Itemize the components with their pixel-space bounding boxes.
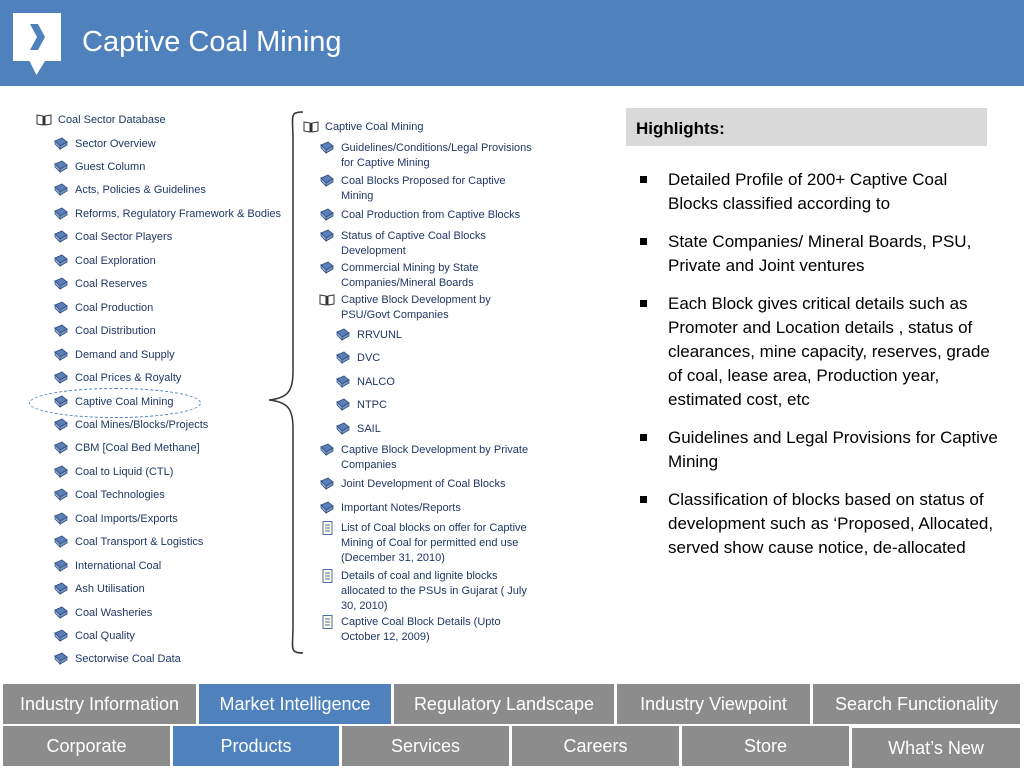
tab-market-intelligence[interactable]: Market Intelligence [199,684,391,724]
tree-item[interactable]: Acts, Policies & Guidelines [53,183,206,198]
tree-item[interactable]: Coal Reserves [53,277,147,292]
document-icon [319,615,335,629]
book-icon [53,254,69,268]
book-icon [53,137,69,151]
tree-item[interactable]: Coal Transport & Logistics [53,535,203,550]
tree-item[interactable]: Guidelines/Conditions/Legal Provisions for Captive Mining [319,141,549,171]
book-icon [53,324,69,338]
book-icon [319,477,335,491]
highlights-title: Highlights: [636,119,725,138]
tab-store[interactable]: Store [682,726,849,766]
tree-item[interactable]: Coal Imports/Exports [53,512,178,527]
book-icon [319,141,335,155]
tab-careers[interactable]: Careers [512,726,679,766]
book-icon [53,301,69,315]
open-book-icon [319,293,335,307]
book-icon [53,582,69,596]
tree-root-captive-coal-mining[interactable]: Captive Coal Mining [303,120,423,135]
tab-corporate[interactable]: Corporate [3,726,170,766]
book-icon [53,418,69,432]
tab-industry-information[interactable]: Industry Information [3,684,196,724]
tree-item[interactable]: Sector Overview [53,137,156,152]
tree-root-coal-sector-database[interactable]: Coal Sector Database [36,113,166,128]
header-bar [0,0,1024,86]
tree-item[interactable]: Joint Development of Coal Blocks [319,477,505,492]
tree-item[interactable]: Status of Captive Coal Blocks Development [319,229,549,259]
book-icon [319,443,335,457]
tree-item[interactable]: Coal Quality [53,629,135,644]
bullet-square-icon [640,300,647,307]
tree-item[interactable]: Coal Technologies [53,488,165,503]
book-icon [335,398,351,412]
book-icon [319,208,335,222]
bullet-square-icon [640,238,647,245]
tree-item[interactable]: International Coal [53,559,161,574]
tree-item[interactable]: Coal Production [53,301,153,316]
tree-item[interactable]: RRVUNL [335,328,402,343]
open-book-icon [303,120,319,134]
tree-item[interactable]: Coal Washeries [53,606,152,621]
tab-industry-viewpoint[interactable]: Industry Viewpoint [617,684,810,724]
book-icon [53,441,69,455]
tree-item[interactable]: Captive Coal Block Details (Upto October 12, 2009) [319,615,549,645]
tree-item[interactable]: Coal Distribution [53,324,156,339]
book-icon [53,465,69,479]
book-icon [335,351,351,365]
book-icon [53,160,69,174]
highlight-ellipse [29,388,201,418]
curly-brace [265,110,305,655]
logo [13,13,61,61]
tree-item[interactable]: Coal Prices & Royalty [53,371,181,386]
book-icon [319,174,335,188]
open-book-icon [36,113,52,127]
book-icon [335,328,351,342]
highlights-list [640,168,1000,574]
bullet-square-icon [640,496,647,503]
tree-item[interactable]: Coal Exploration [53,254,156,269]
highlight-item: State Companies/ Mineral Boards, PSU, Private and Joint ventures [640,230,1000,278]
tree-item[interactable]: SAIL [335,422,381,437]
tab-search-functionality[interactable]: Search Functionality [813,684,1020,724]
book-icon [53,277,69,291]
book-icon [53,230,69,244]
book-icon [53,535,69,549]
tree-item[interactable]: Coal to Liquid (CTL) [53,465,173,480]
book-icon [53,559,69,573]
tab-services[interactable]: Services [342,726,509,766]
tree-item[interactable]: DVC [335,351,380,366]
tree-item[interactable]: List of Coal blocks on offer for Captive Mining of Coal for permitted end use (December 31, 2010) [319,521,549,566]
tree-item[interactable]: Reforms, Regulatory Framework & Bodies [53,207,281,222]
highlights-header [626,108,987,146]
tree-item[interactable]: Captive Block Development by Private Companies [319,443,549,473]
highlight-item: Classification of blocks based on status of development such as ‘Proposed, Allocated, served show cause notice, de-allocated [640,488,1000,560]
highlight-item: Each Block gives critical details such as Promoter and Location details , status of clearances, mine capacity, reserves, grade of coal, lease area, Production year, estimated cost, etc [640,292,1000,412]
tree-item[interactable]: Coal Production from Captive Blocks [319,208,520,223]
tab-whats-new[interactable]: What’s New [852,728,1020,768]
page-title: Captive Coal Mining [82,26,342,58]
book-icon [53,183,69,197]
book-icon [335,375,351,389]
tree-item[interactable]: Important Notes/Reports [319,501,461,516]
bullet-square-icon [640,176,647,183]
tree-item[interactable]: CBM [Coal Bed Methane] [53,441,200,456]
tree-item[interactable]: Coal Blocks Proposed for Captive Mining [319,174,549,204]
document-icon [319,569,335,583]
tree-item[interactable]: Demand and Supply [53,348,175,363]
book-icon [53,512,69,526]
book-icon [53,629,69,643]
bullet-square-icon [640,434,647,441]
book-icon [53,652,69,666]
chevron-right-icon [27,22,47,52]
logo-tail [24,57,47,75]
highlight-item: Detailed Profile of 200+ Captive Coal Blocks classified according to [640,168,1000,216]
tree-item[interactable]: Ash Utilisation [53,582,145,597]
book-icon [53,488,69,502]
book-icon [53,207,69,221]
book-icon [53,606,69,620]
book-icon [53,348,69,362]
tree-item[interactable]: Sectorwise Coal Data [53,652,181,667]
tree-item[interactable]: NTPC [335,398,387,413]
highlight-item: Guidelines and Legal Provisions for Captive Mining [640,426,1000,474]
tree-item[interactable]: Commercial Mining by State Companies/Mineral Boards [319,261,549,291]
book-icon [335,422,351,436]
book-icon [319,229,335,243]
tree-item[interactable]: Guest Column [53,160,145,175]
tree-item-captive-coal-mining[interactable]: Captive Coal Mining [53,395,173,410]
tab-products[interactable]: Products [173,726,339,766]
book-icon [53,371,69,385]
tree-item[interactable]: NALCO [335,375,395,390]
book-icon [319,501,335,515]
tab-regulatory-landscape[interactable]: Regulatory Landscape [394,684,614,724]
book-icon [319,261,335,275]
document-icon [319,521,335,535]
tree-item[interactable]: Coal Mines/Blocks/Projects [53,418,208,433]
tree-item[interactable]: Coal Sector Players [53,230,172,245]
tree-item[interactable]: Details of coal and lignite blocks allocated to the PSUs in Gujarat ( July 30, 2010) [319,569,549,614]
tree-item[interactable]: Captive Block Development by PSU/Govt Companies [319,293,549,323]
